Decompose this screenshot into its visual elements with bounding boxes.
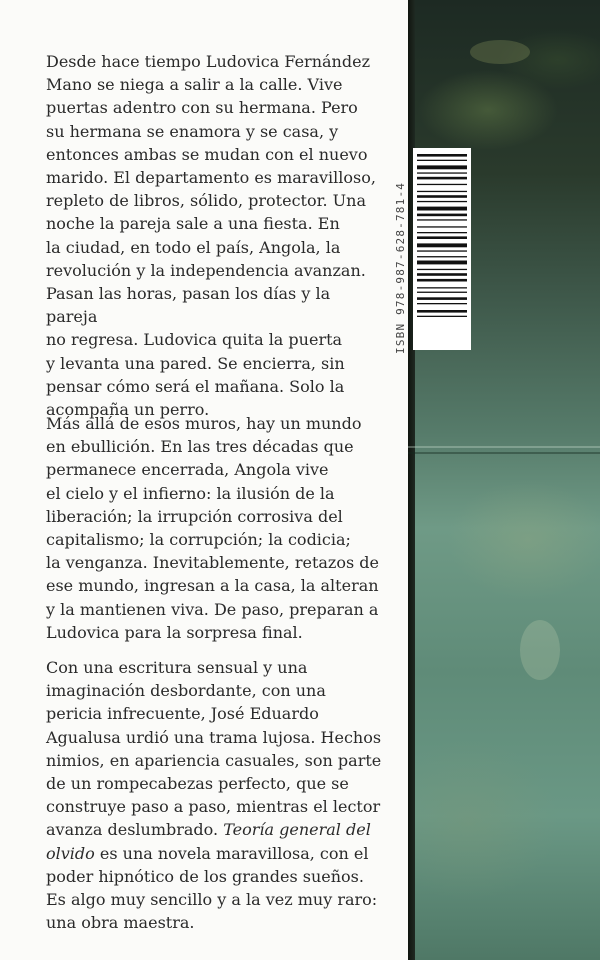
text-line: Agualusa urdió una trama lujosa. Hechos [46,727,382,747]
text-line: el cielo y el infierno: la ilusión de la [46,483,335,503]
cover-photo-panel [408,0,600,960]
text-line: una obra maestra. [46,913,195,933]
barcode-bar [417,226,467,227]
text-line: Ludovica para la sorpresa final. [46,622,303,642]
text-line: permanece encerrada, Angola vive [46,460,329,480]
text-line: y levanta una pared. Se encierra, sin [46,353,345,373]
barcode-bar [417,214,467,217]
text-fragment: es una novela maravillosa, con el [94,843,369,863]
text-line: repleto de libros, sólido, protector. Una [46,191,366,211]
text-line: acompaña un perro. [46,400,210,420]
text-line: revolución y la independencia avanzan. [46,260,366,280]
text-line: pensar cómo será el mañana. Solo la [46,376,345,396]
panel-shadow-edge [408,0,415,960]
text-line: en ebullición. En las tres décadas que [46,437,354,457]
synopsis-paragraph-2 [46,412,379,644]
barcode-bar [417,250,467,251]
barcode-bar [417,232,467,233]
barcode-bar [417,269,467,270]
barcode-bar [417,261,467,265]
text-line: la venganza. Inevitablemente, retazos de [46,553,379,573]
wood-plank-seam [408,446,600,448]
barcode-bar [417,154,467,157]
text-line: su hermana se enamora y se casa, y [46,121,339,141]
text-line: construye paso a paso, mientras el lector [46,797,381,817]
barcode-bar [417,160,467,161]
barcode-bar [417,236,467,239]
barcode-bar [417,310,467,313]
barcode-bar [417,219,467,220]
barcode-bar [417,292,467,293]
text-line: Mano se niega a salir a la calle. Vive [46,75,343,95]
text-line: entonces ambas se mudan con el nuevo [46,144,368,164]
text-fragment: avanza deslumbrado. [46,820,224,840]
synopsis-paragraph-1 [46,50,386,421]
barcode-bar [417,287,467,288]
barcode-bar [417,297,467,300]
barcode-bar [417,316,467,317]
barcode-bar [417,165,467,169]
text-line: Pasan las horas, pasan los días y la pareja [46,284,331,327]
text-line: Es algo muy sencillo y a la vez muy raro: [46,890,378,910]
book-title-continued: olvido [46,843,95,863]
barcode-bar [417,201,467,202]
barcode-bar [417,172,467,173]
text-line: noche la pareja sale a una fiesta. En [46,214,340,234]
text-line: liberación; la irrupción corrosiva del [46,506,343,526]
barcode-bar [417,273,467,276]
wood-plank-seam-shadow [408,452,600,454]
text-line: imaginación desbordante, con una [46,681,326,701]
barcode-bar [417,303,467,304]
barcode-bar [417,256,467,257]
text-line: poder hipnótico de los grandes sueños. [46,866,364,886]
text-line: Desde hace tiempo Ludovica Fernández [46,52,370,71]
barcode-bar [417,184,467,185]
book-title: Teoría general del [223,820,371,840]
barcode-bar [417,243,467,247]
text-line: nimios, en apariencia casuales, son parte [46,750,382,770]
text-line: ese mundo, ingresan a la casa, la alteran [46,576,379,596]
text-line: pericia infrecuente, José Eduardo [46,704,319,724]
barcode-bar [417,279,467,282]
text-line: puertas adentro con su hermana. Pero [46,98,358,118]
text-line: y la mantienen viva. De paso, preparan a [46,599,379,619]
text-line: la ciudad, en todo el país, Angola, la [46,237,341,257]
barcode-bar [417,207,467,211]
text-line: Más allá de esos muros, hay un mundo [46,414,362,433]
barcode-bar [417,177,467,180]
text-line: capitalismo; la corrupción; la codicia; [46,530,351,550]
text-line: Con una escritura sensual y una [46,658,308,677]
isbn-number: ISBN 978-987-628-781-4 [394,181,407,354]
barcode [413,148,471,350]
text-line: no regresa. Ludovica quita la puerta [46,330,343,350]
barcode-graphic [413,148,471,350]
photo-texture [470,40,530,64]
barcode-bar [417,191,467,192]
photo-texture [520,620,560,680]
text-line: de un rompecabezas perfecto, que se [46,774,349,794]
synopsis-paragraph-3 [46,656,381,934]
barcode-bar [417,195,467,198]
text-line: marido. El departamento es maravilloso, [46,168,376,188]
